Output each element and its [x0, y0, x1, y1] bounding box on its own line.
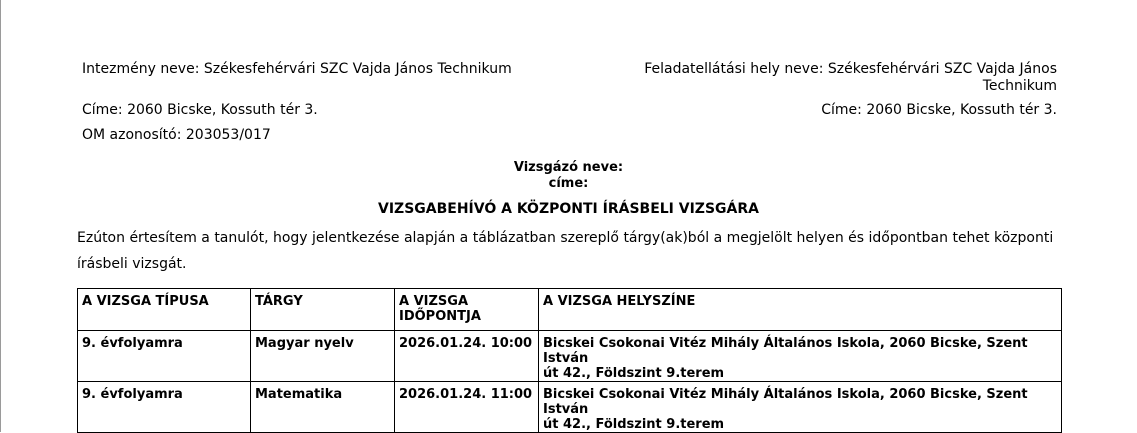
cell-subject: Matematika — [251, 382, 395, 433]
intro-line1: Ezúton értesítem a tanulót, hogy jelentkezése alapján a táblázatban szereplő tárgy(ak)ból a megjelölt helyen és időpontban tehet központi — [77, 230, 1054, 246]
site-name-line2: Technikum — [982, 78, 1057, 94]
institution-address: Címe: 2060 Bicske, Kossuth tér 3. — [82, 102, 318, 118]
table-row — [78, 382, 1062, 433]
cell-subject: Magyar nyelv — [251, 331, 395, 382]
cell-type: 9. évfolyamra — [78, 331, 251, 382]
institution-name: Intezmény neve: Székesfehérvári SZC Vajda János Technikum — [82, 61, 512, 77]
candidate-name-label: Vizsgázó neve: — [513, 160, 624, 175]
table-header-row — [78, 289, 1062, 331]
candidate-address-label: címe: — [548, 176, 589, 191]
site-address: Címe: 2060 Bicske, Kossuth tér 3. — [821, 102, 1057, 118]
site-name-line1: Feladatellátási hely neve: Székesfehérvári SZC Vajda János — [644, 61, 1057, 77]
table-row — [78, 331, 1062, 382]
header-subject: TÁRGY — [251, 289, 395, 331]
intro-line2: írásbeli vizsgát. — [77, 256, 187, 272]
exam-table — [77, 288, 1062, 433]
header-type: A VIZSGA TÍPUSA — [78, 289, 251, 331]
cell-location: Bicskei Csokonai Vitéz Mihály Általános Iskola, 2060 Bicske, Szent István út 42., Földszint 9.terem — [539, 382, 1062, 433]
cell-type: 9. évfolyamra — [78, 382, 251, 433]
document-title: VIZSGABEHÍVÓ A KÖZPONTI ÍRÁSBELI VIZSGÁRA — [378, 201, 759, 217]
header-time: A VIZSGA IDŐPONTJA — [395, 289, 539, 331]
om-id: OM azonosító: 203053/017 — [82, 127, 271, 143]
cell-time: 2026.01.24. 11:00 — [395, 382, 539, 433]
header-location: A VIZSGA HELYSZÍNE — [539, 289, 1062, 331]
cell-location: Bicskei Csokonai Vitéz Mihály Általános Iskola, 2060 Bicske, Szent István út 42., Földszint 9.terem — [539, 331, 1062, 382]
cell-time: 2026.01.24. 10:00 — [395, 331, 539, 382]
